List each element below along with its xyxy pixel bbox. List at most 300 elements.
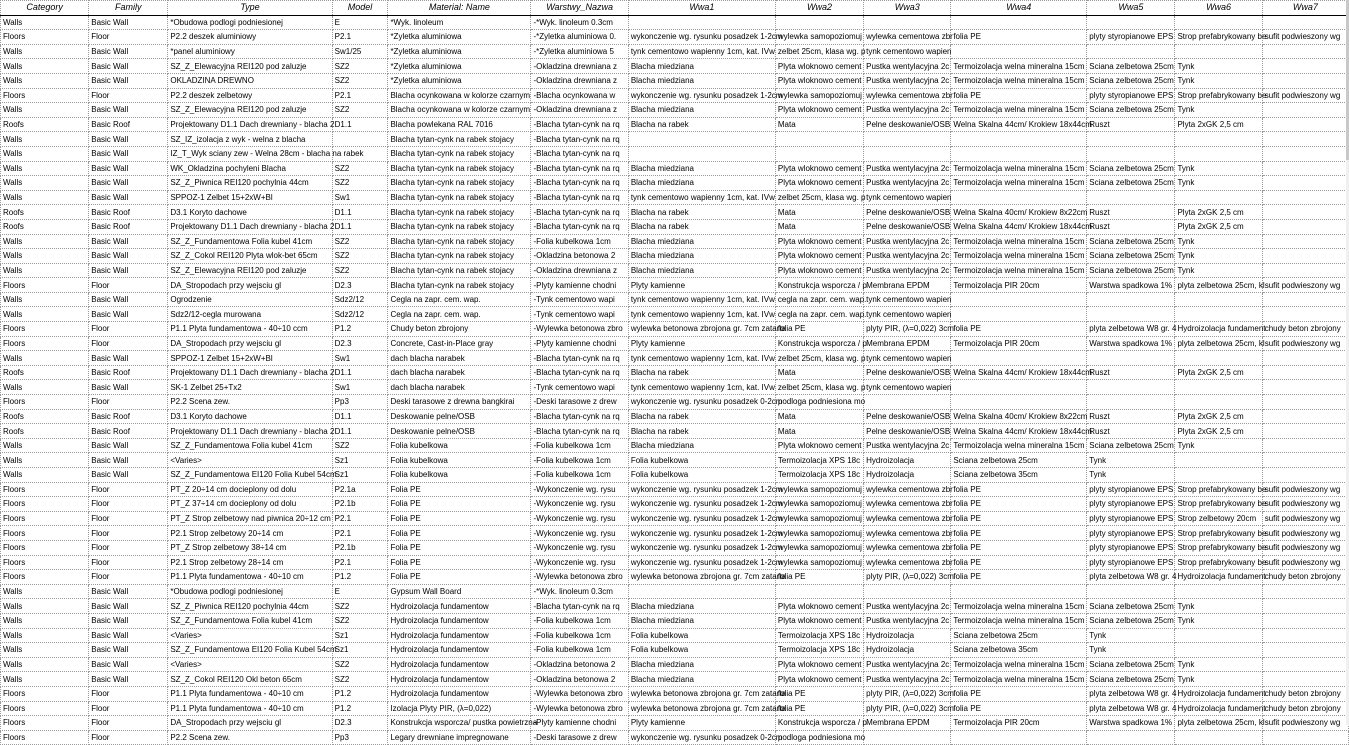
table-cell[interactable]: Walls: [1, 599, 89, 614]
table-cell[interactable]: sufit podwieszony wg: [1262, 336, 1348, 351]
table-cell[interactable]: [1262, 190, 1348, 205]
table-cell[interactable]: Ruszt: [1087, 205, 1175, 220]
table-cell[interactable]: Plyta 2xGK 2,5 cm: [1175, 424, 1262, 439]
table-cell[interactable]: cegla na zapr. cem. wap.: [775, 292, 863, 307]
table-cell[interactable]: [775, 15, 863, 30]
table-row[interactable]: [1, 249, 1349, 264]
table-cell[interactable]: Deski tarasowe z drewna bangkirai: [388, 395, 531, 410]
table-cell[interactable]: Folia kubelkowa: [388, 468, 531, 483]
table-cell[interactable]: Hydroizolacja: [864, 468, 951, 483]
table-cell[interactable]: D1.1: [332, 409, 388, 424]
table-cell[interactable]: Blacha na rabek: [628, 409, 775, 424]
table-cell[interactable]: Sciana zelbetowa 25cm: [1087, 161, 1175, 176]
table-cell[interactable]: chudy beton zbrojony: [1262, 701, 1348, 716]
table-cell[interactable]: Termoizolacja welna mineralna 15cm: [951, 234, 1087, 249]
table-cell[interactable]: Pelne deskowanie/OSB: [864, 409, 951, 424]
table-cell[interactable]: [1262, 468, 1348, 483]
table-cell[interactable]: Floors: [1, 716, 89, 731]
table-cell[interactable]: Blacha na rabek: [628, 205, 775, 220]
table-row[interactable]: [1, 628, 1349, 643]
table-cell[interactable]: Roofs: [1, 205, 89, 220]
table-cell[interactable]: -Blacha tytan-cynk na rq: [531, 409, 628, 424]
table-cell[interactable]: Strop prefabrykowany be: [1175, 88, 1262, 103]
table-cell[interactable]: wylewka cementowa zbr: [864, 482, 951, 497]
table-cell[interactable]: [1262, 453, 1348, 468]
table-cell[interactable]: Folia kubelkowa: [628, 643, 775, 658]
table-cell[interactable]: folia PE: [951, 555, 1087, 570]
table-cell[interactable]: Termoizolacja welna mineralna 15cm: [951, 263, 1087, 278]
table-row[interactable]: [1, 424, 1349, 439]
table-row[interactable]: [1, 468, 1349, 483]
table-cell[interactable]: Membrana EPDM: [864, 278, 951, 293]
table-cell[interactable]: P2.1: [332, 526, 388, 541]
table-cell[interactable]: [628, 15, 775, 30]
table-row[interactable]: [1, 117, 1349, 132]
table-cell[interactable]: Blacha tytan-cynk na rabek stojacy: [388, 278, 531, 293]
table-cell[interactable]: Termoizolacja XPS 18c: [775, 453, 863, 468]
table-cell[interactable]: Termoizolacja PIR 20cm: [951, 278, 1087, 293]
table-cell[interactable]: Folia PE: [388, 526, 531, 541]
table-cell[interactable]: Sw1: [332, 190, 388, 205]
column-header-wwa7[interactable]: Wwa7: [1262, 1, 1348, 16]
table-row[interactable]: [1, 409, 1349, 424]
table-row[interactable]: [1, 380, 1349, 395]
table-cell[interactable]: Termoizolacja welna mineralna 15cm: [951, 73, 1087, 88]
table-cell[interactable]: P2.1: [332, 88, 388, 103]
table-cell[interactable]: -Blacha tytan-cynk na rq: [531, 132, 628, 147]
table-cell[interactable]: SZ2: [332, 263, 388, 278]
table-cell[interactable]: Termoizolacja XPS 18c: [775, 643, 863, 658]
table-cell[interactable]: P1.2: [332, 322, 388, 337]
table-cell[interactable]: -Okladzina drewniana z: [531, 103, 628, 118]
table-cell[interactable]: Floors: [1, 730, 89, 745]
table-cell[interactable]: wylewka samopoziomuj: [775, 555, 863, 570]
table-cell[interactable]: PT_Z 37÷14 cm docieplony od dolu: [168, 497, 332, 512]
table-cell[interactable]: Pp3: [332, 730, 388, 745]
table-cell[interactable]: SZ_Z_Piwnica REI120 pochylnia 44cm: [168, 599, 332, 614]
table-cell[interactable]: wylewka cementowa zbr: [864, 88, 951, 103]
table-cell[interactable]: SZ_Z_Piwnica REI120 pochylnia 44cm: [168, 176, 332, 191]
table-cell[interactable]: Warstwa spadkowa 1%: [1087, 336, 1175, 351]
table-cell[interactable]: [1262, 584, 1348, 599]
table-cell[interactable]: folia PE: [775, 701, 863, 716]
table-cell[interactable]: Hydroizolacja: [864, 453, 951, 468]
table-cell[interactable]: sufit podwieszony wg: [1262, 30, 1348, 45]
table-cell[interactable]: Basic Wall: [89, 599, 168, 614]
table-cell[interactable]: Basic Wall: [89, 657, 168, 672]
table-row[interactable]: [1, 365, 1349, 380]
table-cell[interactable]: Blacha tytan-cynk na rabek stojacy: [388, 190, 531, 205]
table-cell[interactable]: -Folia kubelkowa 1cm: [531, 613, 628, 628]
table-cell[interactable]: plyty PIR, (λ=0,022) 3cm: [864, 322, 951, 337]
table-cell[interactable]: Basic Wall: [89, 672, 168, 687]
table-cell[interactable]: Walls: [1, 657, 89, 672]
table-row[interactable]: [1, 161, 1349, 176]
table-cell[interactable]: Chudy beton zbrojony: [388, 322, 531, 337]
table-cell[interactable]: -Blacha tytan-cynk na rq: [531, 190, 628, 205]
table-cell[interactable]: [1087, 584, 1175, 599]
table-cell[interactable]: SZ2: [332, 672, 388, 687]
table-cell[interactable]: Plyta wloknowo cement: [775, 161, 863, 176]
table-cell[interactable]: Plyta wloknowo cement: [775, 613, 863, 628]
table-cell[interactable]: Projektowany D1.1 Dach drewniany - blacha 2: [168, 117, 332, 132]
table-cell[interactable]: SZ2: [332, 176, 388, 191]
table-cell[interactable]: Tynk: [1087, 468, 1175, 483]
table-cell[interactable]: wylewka betonowa zbrojona gr. 7cm zatarta: [628, 570, 775, 585]
table-row[interactable]: [1, 716, 1349, 731]
table-row[interactable]: [1, 584, 1349, 599]
table-cell[interactable]: wylewka samopoziomuj: [775, 540, 863, 555]
table-cell[interactable]: Welna Skalna 44cm/ Krokiew 18x44cm: [951, 365, 1087, 380]
table-row[interactable]: [1, 146, 1349, 161]
table-cell[interactable]: sufit podwieszony wg: [1262, 555, 1348, 570]
table-cell[interactable]: Mata: [775, 117, 863, 132]
table-cell[interactable]: Basic Wall: [89, 15, 168, 30]
table-cell[interactable]: [951, 307, 1087, 322]
table-cell[interactable]: [628, 146, 775, 161]
table-cell[interactable]: [864, 15, 951, 30]
table-cell[interactable]: sufit podwieszony wg: [1262, 88, 1348, 103]
table-cell[interactable]: Floors: [1, 686, 89, 701]
table-cell[interactable]: Sciana zelbetowa 25cm: [1087, 599, 1175, 614]
table-cell[interactable]: [1262, 365, 1348, 380]
table-row[interactable]: [1, 438, 1349, 453]
table-cell[interactable]: [775, 146, 863, 161]
table-cell[interactable]: Gypsum Wall Board: [388, 584, 531, 599]
table-cell[interactable]: wylewka cementowa zbr: [864, 540, 951, 555]
table-cell[interactable]: folia PE: [951, 322, 1087, 337]
table-cell[interactable]: Termoizolacja welna mineralna 15cm: [951, 438, 1087, 453]
table-cell[interactable]: -*Wyk. linoleum 0.3cm: [531, 15, 628, 30]
table-cell[interactable]: Plyta wloknowo cement: [775, 73, 863, 88]
table-cell[interactable]: Floor: [89, 570, 168, 585]
table-cell[interactable]: P1.2: [332, 701, 388, 716]
table-cell[interactable]: tynk cementowo wapienny 1cm, kat. IVw: [628, 292, 775, 307]
table-cell[interactable]: SZ2: [332, 103, 388, 118]
table-cell[interactable]: Mata: [775, 424, 863, 439]
table-cell[interactable]: Floors: [1, 540, 89, 555]
table-cell[interactable]: D1.1: [332, 365, 388, 380]
table-cell[interactable]: Sz1: [332, 468, 388, 483]
table-cell[interactable]: [1262, 44, 1348, 59]
table-cell[interactable]: Folia kubelkowa: [388, 453, 531, 468]
table-cell[interactable]: sufit podwieszony wg: [1262, 278, 1348, 293]
table-cell[interactable]: Strop prefabrykowany be: [1175, 482, 1262, 497]
table-row[interactable]: [1, 219, 1349, 234]
table-cell[interactable]: [1262, 161, 1348, 176]
table-cell[interactable]: SZ_IZ_izolacja z wyk - welna z blacha: [168, 132, 332, 147]
table-cell[interactable]: Floor: [89, 526, 168, 541]
table-cell[interactable]: Blacha tytan-cynk na rabek stojacy: [388, 176, 531, 191]
table-cell[interactable]: [1262, 292, 1348, 307]
table-cell[interactable]: [1262, 146, 1348, 161]
table-cell[interactable]: Pustka wentylacyjna 2c: [864, 672, 951, 687]
table-cell[interactable]: plyty PIR, (λ=0,022) 3cm: [864, 686, 951, 701]
table-cell[interactable]: tynk cementowo wapien: [864, 380, 951, 395]
table-row[interactable]: [1, 555, 1349, 570]
table-cell[interactable]: wylewka cementowa zbr: [864, 555, 951, 570]
table-cell[interactable]: zelbet 25cm, klasa wg. p: [775, 380, 863, 395]
table-cell[interactable]: -Blacha tytan-cynk na rq: [531, 365, 628, 380]
table-cell[interactable]: Blacha ocynkowana w kolorze czarnym: [388, 88, 531, 103]
table-row[interactable]: [1, 613, 1349, 628]
table-cell[interactable]: Folia kubelkowa: [628, 628, 775, 643]
table-cell[interactable]: Folia kubelkowa: [388, 438, 531, 453]
table-cell[interactable]: Walls: [1, 132, 89, 147]
table-cell[interactable]: [1262, 657, 1348, 672]
column-header-wwa2[interactable]: Wwa2: [775, 1, 863, 16]
table-cell[interactable]: Tynk: [1087, 453, 1175, 468]
table-cell[interactable]: SZ_Z_Fundamentowa Folia kubel 41cm: [168, 234, 332, 249]
table-cell[interactable]: wykonczenie wg. rysunku posadzek 1-2cm: [628, 30, 775, 45]
table-cell[interactable]: podloga podniesiona mo: [775, 730, 863, 745]
table-cell[interactable]: [1087, 351, 1175, 366]
table-cell[interactable]: zelbet 25cm, klasa wg. p: [775, 190, 863, 205]
table-cell[interactable]: SZ_Z_Cokol REI120 Plyta wlok-bet 65cm: [168, 249, 332, 264]
table-cell[interactable]: SZ2: [332, 599, 388, 614]
table-cell[interactable]: Termoizolacja welna mineralna 15cm: [951, 59, 1087, 74]
table-cell[interactable]: Plyta 2xGK 2,5 cm: [1175, 409, 1262, 424]
table-cell[interactable]: Hydroizolacja: [864, 643, 951, 658]
table-cell[interactable]: Plyta 2xGK 2,5 cm: [1175, 219, 1262, 234]
table-cell[interactable]: Sciana zelbetowa 25cm: [1087, 103, 1175, 118]
table-cell[interactable]: [1262, 59, 1348, 74]
table-cell[interactable]: wylewka samopoziomuj: [775, 30, 863, 45]
table-cell[interactable]: [628, 584, 775, 599]
table-cell[interactable]: [1087, 395, 1175, 410]
table-cell[interactable]: Hydroizolacja fundamentow: [388, 628, 531, 643]
table-cell[interactable]: Basic Wall: [89, 584, 168, 599]
table-cell[interactable]: sufit podwieszony wg: [1262, 497, 1348, 512]
table-cell[interactable]: Blacha miedziana: [628, 59, 775, 74]
table-cell[interactable]: Plyta wloknowo cement: [775, 263, 863, 278]
table-cell[interactable]: Legary drewniane impregnowane: [388, 730, 531, 745]
table-cell[interactable]: Mata: [775, 365, 863, 380]
table-cell[interactable]: Izolacja Plyty PIR, (λ=0,022): [388, 701, 531, 716]
table-cell[interactable]: D2.3: [332, 716, 388, 731]
table-cell[interactable]: Tynk: [1175, 161, 1262, 176]
table-cell[interactable]: Tynk: [1175, 59, 1262, 74]
table-cell[interactable]: Tynk: [1175, 103, 1262, 118]
table-cell[interactable]: Basic Wall: [89, 263, 168, 278]
table-cell[interactable]: [1175, 628, 1262, 643]
table-cell[interactable]: Hydroizolacja fundamentow: [388, 599, 531, 614]
table-cell[interactable]: Sdz2/12: [332, 292, 388, 307]
table-cell[interactable]: [1262, 599, 1348, 614]
table-cell[interactable]: Plyta wloknowo cement: [775, 59, 863, 74]
table-cell[interactable]: -Wykonczenie wg. rysu: [531, 555, 628, 570]
table-cell[interactable]: [951, 44, 1087, 59]
table-cell[interactable]: Plyty kamienne: [628, 336, 775, 351]
table-cell[interactable]: Tynk: [1175, 234, 1262, 249]
table-cell[interactable]: Floor: [89, 511, 168, 526]
table-cell[interactable]: Blacha miedziana: [628, 657, 775, 672]
table-cell[interactable]: Pustka wentylacyjna 2c: [864, 599, 951, 614]
table-cell[interactable]: -Wykonczenie wg. rysu: [531, 482, 628, 497]
table-cell[interactable]: P1.1 Plyta fundamentowa - 40÷10 cm: [168, 686, 332, 701]
table-row[interactable]: [1, 540, 1349, 555]
table-cell[interactable]: [1262, 117, 1348, 132]
table-cell[interactable]: [951, 730, 1087, 745]
table-cell[interactable]: chudy beton zbrojony: [1262, 570, 1348, 585]
table-cell[interactable]: Blacha tytan-cynk na rabek stojacy: [388, 263, 531, 278]
table-cell[interactable]: Basic Wall: [89, 380, 168, 395]
table-cell[interactable]: Roofs: [1, 365, 89, 380]
table-cell[interactable]: sufit podwieszony wg: [1262, 540, 1348, 555]
table-cell[interactable]: -Blacha tytan-cynk na rq: [531, 219, 628, 234]
table-cell[interactable]: PT_Z Strop zelbetowy 38÷14 cm: [168, 540, 332, 555]
table-cell[interactable]: Sciana zelbetowa 25cm: [951, 453, 1087, 468]
table-cell[interactable]: sufit podwieszony wg: [1262, 526, 1348, 541]
table-cell[interactable]: Pustka wentylacyjna 2c: [864, 176, 951, 191]
table-cell[interactable]: folia PE: [951, 511, 1087, 526]
table-cell[interactable]: [1175, 15, 1262, 30]
table-cell[interactable]: Walls: [1, 307, 89, 322]
table-cell[interactable]: Walls: [1, 453, 89, 468]
table-cell[interactable]: Termoizolacja welna mineralna 15cm: [951, 657, 1087, 672]
table-cell[interactable]: Basic Wall: [89, 176, 168, 191]
table-cell[interactable]: Tynk: [1175, 249, 1262, 264]
table-cell[interactable]: Pelne deskowanie/OSB: [864, 205, 951, 220]
table-cell[interactable]: P1.1 Plyta fundamentowa - 40÷10 cm: [168, 701, 332, 716]
table-cell[interactable]: [1262, 249, 1348, 264]
column-header-warstwy-nazwa[interactable]: Warstwy_Nazwa: [531, 1, 628, 16]
table-cell[interactable]: D1.1: [332, 205, 388, 220]
table-cell[interactable]: wylewka cementowa zbr: [864, 511, 951, 526]
table-cell[interactable]: plyty styropianowe EPS: [1087, 482, 1175, 497]
table-cell[interactable]: Walls: [1, 146, 89, 161]
table-cell[interactable]: P2.1 Strop zelbetowy 20÷14 cm: [168, 526, 332, 541]
table-cell[interactable]: Pustka wentylacyjna 2c: [864, 613, 951, 628]
table-cell[interactable]: <Varies>: [168, 657, 332, 672]
table-cell[interactable]: -Plyty kamienne chodni: [531, 278, 628, 293]
table-cell[interactable]: P1.2: [332, 686, 388, 701]
table-cell[interactable]: Floor: [89, 686, 168, 701]
table-cell[interactable]: Roofs: [1, 409, 89, 424]
table-row[interactable]: [1, 73, 1349, 88]
table-cell[interactable]: SZ2: [332, 249, 388, 264]
table-cell[interactable]: [1262, 15, 1348, 30]
table-cell[interactable]: SZ_Z_Elewacyjna REI120 pod zaluzje: [168, 263, 332, 278]
table-cell[interactable]: Roofs: [1, 117, 89, 132]
table-cell[interactable]: SZ_Z_Fundamentowa EI120 Folia Kubel 54cm: [168, 468, 332, 483]
table-cell[interactable]: D2.3: [332, 336, 388, 351]
table-cell[interactable]: wykonczenie wg. rysunku posadzek 1-2cm: [628, 526, 775, 541]
table-row[interactable]: [1, 103, 1349, 118]
table-cell[interactable]: [1262, 438, 1348, 453]
table-cell[interactable]: sufit podwieszony wg: [1262, 511, 1348, 526]
table-cell[interactable]: Blacha tytan-cynk na rabek stojacy: [388, 219, 531, 234]
column-header-material-name[interactable]: Material: Name: [388, 1, 531, 16]
table-cell[interactable]: -Plyty kamienne chodni: [531, 336, 628, 351]
table-cell[interactable]: tynk cementowo wapienny 1cm, kat. IVw: [628, 351, 775, 366]
table-cell[interactable]: Deskowanie pelne/OSB: [388, 424, 531, 439]
table-cell[interactable]: Blacha miedziana: [628, 103, 775, 118]
table-cell[interactable]: Sdz2/12-cegla murowana: [168, 307, 332, 322]
table-cell[interactable]: P2.2 Scena zew.: [168, 730, 332, 745]
table-row[interactable]: [1, 686, 1349, 701]
table-cell[interactable]: Termoizolacja XPS 18c: [775, 468, 863, 483]
table-cell[interactable]: [1262, 730, 1348, 745]
table-cell[interactable]: Tynk: [1087, 643, 1175, 658]
table-cell[interactable]: Floor: [89, 88, 168, 103]
table-row[interactable]: [1, 453, 1349, 468]
table-row[interactable]: [1, 132, 1349, 147]
table-cell[interactable]: P2.1b: [332, 497, 388, 512]
table-cell[interactable]: [1262, 263, 1348, 278]
table-cell[interactable]: P1.1 Plyta fundamentowa - 40÷10 cm: [168, 570, 332, 585]
table-cell[interactable]: [1087, 730, 1175, 745]
table-cell[interactable]: Basic Wall: [89, 628, 168, 643]
table-cell[interactable]: Basic Wall: [89, 73, 168, 88]
table-cell[interactable]: plyty PIR, (λ=0,022) 3cm: [864, 701, 951, 716]
table-cell[interactable]: folia PE: [951, 686, 1087, 701]
table-cell[interactable]: -Blacha tytan-cynk na rq: [531, 351, 628, 366]
table-cell[interactable]: Sciana zelbetowa 25cm: [1087, 438, 1175, 453]
table-cell[interactable]: Plyty kamienne: [628, 278, 775, 293]
table-cell[interactable]: dach blacha narabek: [388, 351, 531, 366]
table-cell[interactable]: tynk cementowo wapienny 1cm, kat. IVw: [628, 190, 775, 205]
table-cell[interactable]: *Zyletka aluminiowa: [388, 59, 531, 74]
table-cell[interactable]: -Blacha tytan-cynk na rq: [531, 424, 628, 439]
table-cell[interactable]: Floor: [89, 336, 168, 351]
table-cell[interactable]: Walls: [1, 672, 89, 687]
table-cell[interactable]: Walls: [1, 15, 89, 30]
table-cell[interactable]: Folia kubelkowa: [628, 468, 775, 483]
table-cell[interactable]: Basic Wall: [89, 468, 168, 483]
table-cell[interactable]: Sdz2/12: [332, 307, 388, 322]
table-cell[interactable]: tynk cementowo wapienny 1cm, kat. IVw: [628, 44, 775, 59]
table-cell[interactable]: Strop prefabrykowany be: [1175, 555, 1262, 570]
table-cell[interactable]: [1087, 15, 1175, 30]
table-row[interactable]: [1, 190, 1349, 205]
table-cell[interactable]: Walls: [1, 44, 89, 59]
table-cell[interactable]: wylewka betonowa zbrojona gr. 7cm zatarta: [628, 322, 775, 337]
table-cell[interactable]: D2.3: [332, 278, 388, 293]
table-cell[interactable]: Sciana zelbetowa 25cm: [1087, 263, 1175, 278]
table-cell[interactable]: [1262, 672, 1348, 687]
table-cell[interactable]: wykonczenie wg. rysunku posadzek 1-2cm: [628, 511, 775, 526]
table-cell[interactable]: SZ2: [332, 438, 388, 453]
table-cell[interactable]: tynk cementowo wapien: [864, 190, 951, 205]
table-cell[interactable]: Sciana zelbetowa 35cm: [951, 468, 1087, 483]
table-cell[interactable]: Walls: [1, 59, 89, 74]
table-cell[interactable]: [1262, 380, 1348, 395]
table-cell[interactable]: -Okladzina drewniana z: [531, 73, 628, 88]
table-cell[interactable]: Floor: [89, 322, 168, 337]
table-cell[interactable]: folia PE: [951, 526, 1087, 541]
table-cell[interactable]: Hydroizolacja fundamentow: [388, 613, 531, 628]
table-cell[interactable]: Pp3: [332, 395, 388, 410]
table-cell[interactable]: Warstwa spadkowa 1%: [1087, 278, 1175, 293]
table-cell[interactable]: folia PE: [951, 30, 1087, 45]
table-row[interactable]: [1, 234, 1349, 249]
table-cell[interactable]: Termoizolacja PIR 20cm: [951, 336, 1087, 351]
table-row[interactable]: [1, 672, 1349, 687]
table-cell[interactable]: zelbet 25cm, klasa wg. p: [775, 44, 863, 59]
table-cell[interactable]: Basic Wall: [89, 132, 168, 147]
table-cell[interactable]: [864, 730, 951, 745]
table-cell[interactable]: Plyta wloknowo cement: [775, 657, 863, 672]
table-cell[interactable]: Welna Skalna 44cm/ Krokiew 18x44cm: [951, 117, 1087, 132]
table-row[interactable]: [1, 511, 1349, 526]
table-row[interactable]: [1, 482, 1349, 497]
table-cell[interactable]: Walls: [1, 351, 89, 366]
table-cell[interactable]: [1175, 584, 1262, 599]
table-cell[interactable]: Walls: [1, 643, 89, 658]
table-cell[interactable]: [951, 292, 1087, 307]
table-cell[interactable]: Pustka wentylacyjna 2c: [864, 657, 951, 672]
